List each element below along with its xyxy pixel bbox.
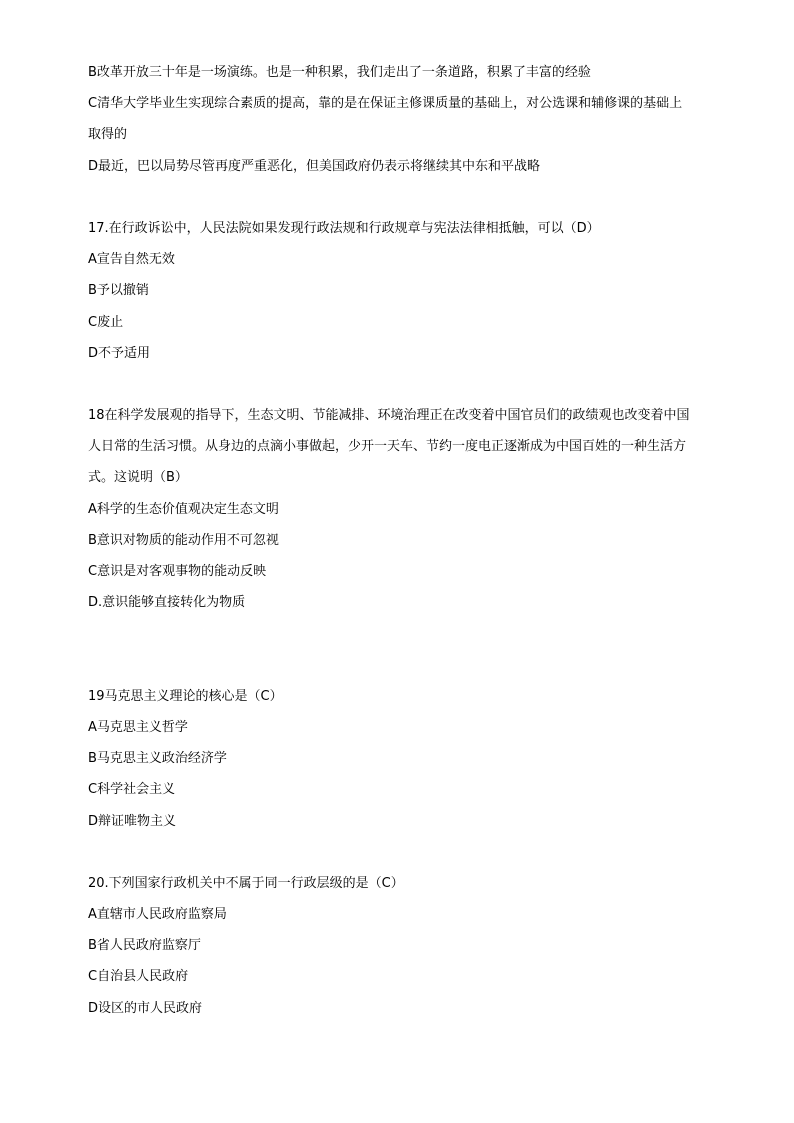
option-c: C自治县人民政府 bbox=[88, 969, 189, 985]
option-d: D.意识能够直接转化为物质 bbox=[88, 595, 246, 611]
question-stem: 17.在行政诉讼中，人民法院如果发现行政法规和行政规章与宪法法律相抵触，可以（D） bbox=[88, 220, 600, 236]
question-stem: 人日常的生活习惯。从身边的点滴小事做起，少开一天车、节约一度电正逐渐成为中国百姓的一种生活方 bbox=[88, 439, 687, 455]
option-text: D最近，巴以局势尽管再度严重恶化，但美国政府仍表示将继续其中东和平战略 bbox=[88, 158, 541, 174]
option-b: B省人民政府监察厅 bbox=[88, 938, 201, 954]
option-d: D设区的市人民政府 bbox=[88, 1000, 203, 1016]
option-a: A宣告自然无效 bbox=[88, 252, 175, 268]
option-c: C意识是对客观事物的能动反映 bbox=[88, 564, 267, 579]
question-17 bbox=[88, 213, 748, 369]
question-stem: 19马克思主义理论的核心是（C） bbox=[88, 688, 283, 704]
option-a: A科学的生态价值观决定生态文明 bbox=[88, 501, 279, 517]
document-page bbox=[88, 57, 748, 1024]
option-c: C科学社会主义 bbox=[88, 782, 176, 798]
option-d: D不予适用 bbox=[88, 345, 151, 361]
question-stem: 式。这说明（B） bbox=[88, 470, 188, 486]
option-c: C废止 bbox=[88, 314, 124, 330]
previous-question-options bbox=[88, 57, 748, 182]
question-stem: 20.下列国家行政机关中不属于同一行政层级的是（C） bbox=[88, 875, 404, 891]
question-18 bbox=[88, 400, 748, 618]
option-text: C清华大学毕业生实现综合素质的提高，靠的是在保证主修课质量的基础上，对公选课和辅修课的基础上 bbox=[88, 96, 683, 112]
option-a: A直辖市人民政府监察局 bbox=[88, 907, 227, 923]
question-20 bbox=[88, 868, 748, 1024]
option-b: B予以撤销 bbox=[88, 283, 149, 299]
option-b: B马克思主义政治经济学 bbox=[88, 751, 227, 767]
option-b: B意识对物质的能动作用不可忽视 bbox=[88, 532, 279, 548]
question-stem: 18在科学发展观的指导下，生态文明、节能减排、环境治理正在改变着中国官员们的政绩观也改变着中国 bbox=[88, 408, 690, 424]
option-text: B改革开放三十年是一场演练。也是一种积累，我们走出了一条道路，积累了丰富的经验 bbox=[88, 65, 591, 80]
option-text: 取得的 bbox=[88, 127, 128, 143]
option-d: D辩证唯物主义 bbox=[88, 813, 177, 829]
question-19 bbox=[88, 681, 748, 837]
option-a: A马克思主义哲学 bbox=[88, 719, 188, 735]
